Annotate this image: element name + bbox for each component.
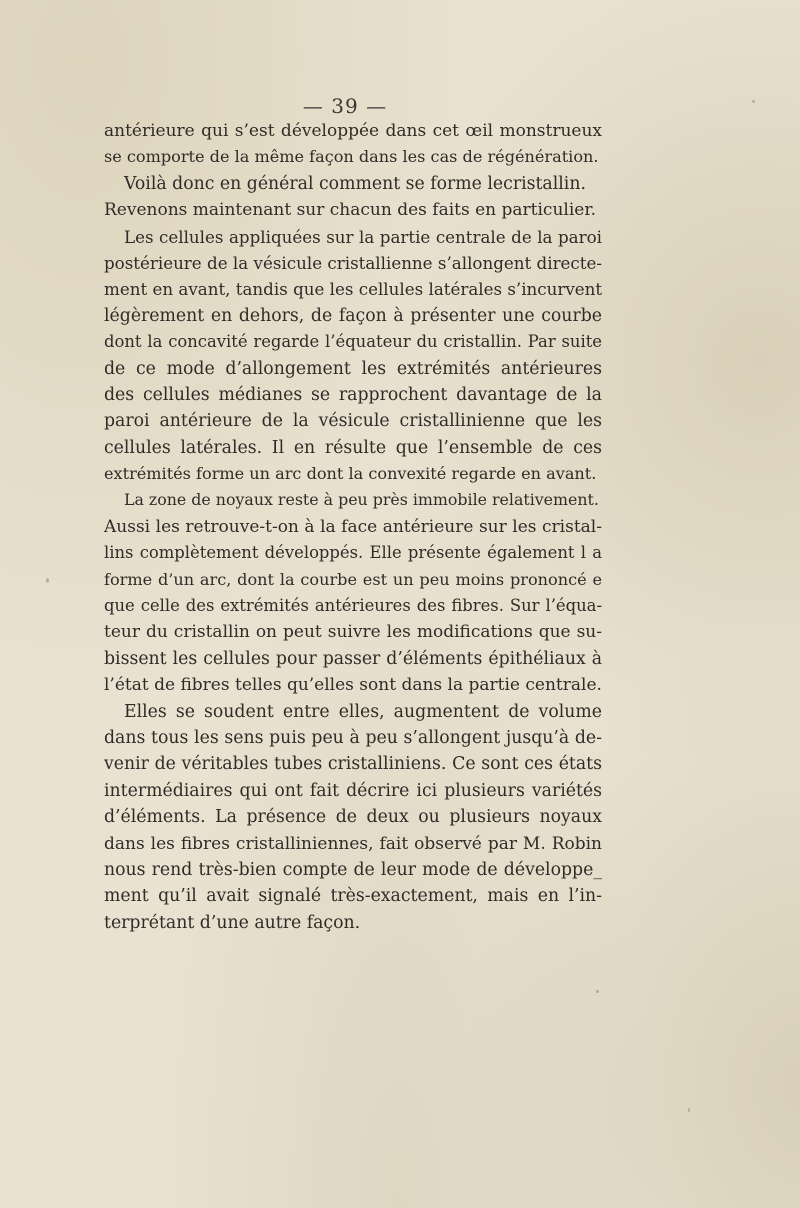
text-line: Voilà donc en général comment se forme lecristallin.	[124, 173, 586, 194]
paper-speck	[688, 1108, 690, 1112]
text-line: se comporte de la même façon dans les cas de régénération.	[104, 147, 599, 167]
paper-speck	[46, 578, 49, 583]
text-line: l’état de fibres telles qu’elles sont dans la partie centrale.	[104, 675, 602, 696]
text-line: ment en avant, tandis que les cellules latérales s’incurvent	[104, 279, 603, 300]
paper-speck	[596, 990, 599, 993]
text-line: de ce mode d’allongement les extrémités antérieures	[104, 358, 602, 379]
text-line: dans les fibres cristalliniennes, fait observé par M. Robin	[104, 833, 602, 854]
text-line: paroi antérieure de la vésicule cristallinienne que les	[104, 411, 602, 432]
text-line: Revenons maintenant sur chacun des faits en particulier.	[104, 200, 597, 221]
page-number: — 39 —	[302, 94, 388, 118]
text-line: bissent les cellules pour passer d’éléments épithéliaux à	[104, 648, 602, 669]
text-line: terprétant d’une autre façon.	[104, 912, 361, 933]
text-line: teur du cristallin on peut suivre les modifications que su-	[104, 622, 602, 643]
text-line: La zone de noyaux reste à peu près immobile relativement.	[124, 490, 599, 510]
text-line: légèrement en dehors, de façon à présenter une courbe	[104, 305, 602, 326]
text-line: ment qu’il avait signalé très-exactement, mais en l’in-	[104, 886, 602, 907]
text-line: Les cellules appliquées sur la partie centrale de la paroi	[124, 226, 602, 247]
text-line: cellules latérales. Il en résulte que l’ensemble de ces	[104, 437, 602, 458]
text-line: antérieure qui s’est développée dans cet œil monstrueux	[104, 121, 602, 141]
text-line: d’éléments. La présence de deux ou plusieurs noyaux	[104, 807, 602, 828]
text-line: venir de véritables tubes cristalliniens. Ce sont ces états	[104, 754, 602, 775]
text-line: Elles se soudent entre elles, augmentent de volume	[124, 701, 602, 722]
text-line: des cellules médianes se rapprochent davantage de la	[104, 384, 602, 405]
text-line: intermédiaires qui ont fait décrire ici plusieurs variétés	[104, 780, 602, 801]
text-line: dans tous les sens puis peu à peu s’allongent jusqu’à de-	[104, 727, 602, 748]
text-line: Aussi les retrouve-t-on à la face antérieure sur les cristal-	[104, 516, 602, 537]
text-line: que celle des extrémités antérieures des fibres. Sur l’équa-	[104, 596, 602, 616]
text-line: lins complètement développés. Elle présente également l a	[104, 543, 602, 563]
text-line: postérieure de la vésicule cristallienne s’allongent directe-	[104, 252, 602, 273]
text-line: dont la concavité regarde l’équateur du cristallin. Par suite	[104, 332, 602, 352]
text-line: nous rend très-bien compte de leur mode de développe_	[104, 859, 602, 880]
paper-speck	[752, 100, 755, 103]
text-line: extrémités forme un arc dont la convexité regarde en avant.	[104, 464, 597, 484]
text-line: forme d’un arc, dont la courbe est un peu moins prononcé e	[104, 569, 602, 589]
body-text	[104, 118, 602, 936]
